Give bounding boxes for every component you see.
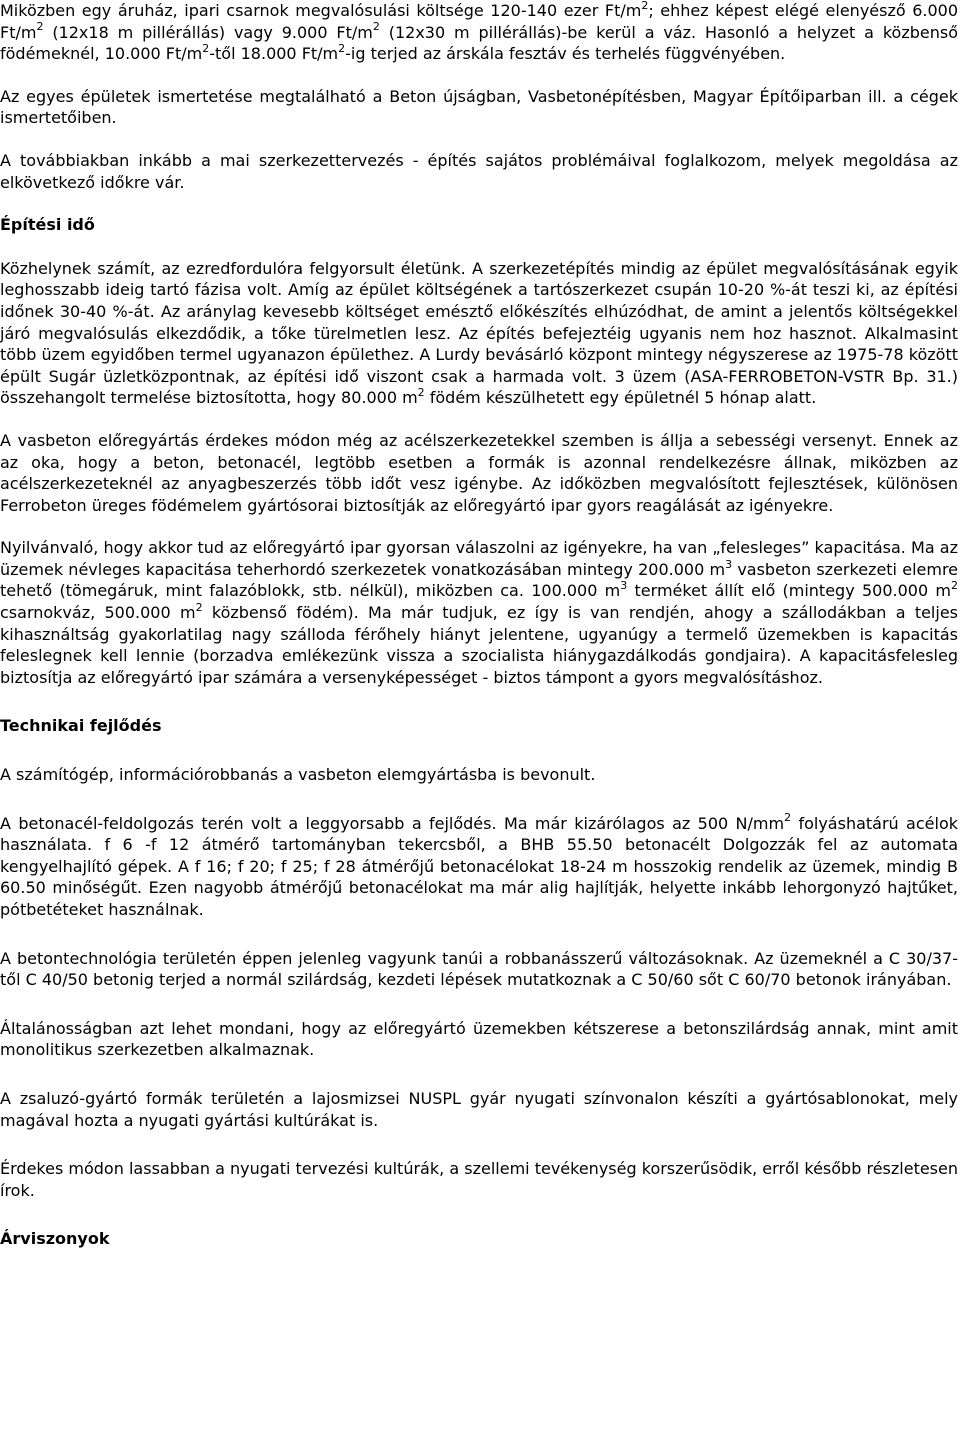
paragraph-capacity — [0, 537, 958, 688]
paragraph-text: -től 18.000 Ft/m — [209, 44, 339, 64]
paragraph-text: (12x18 m pillérállás) vagy 9.000 Ft/m — [43, 22, 373, 42]
paragraph-text: é elenyésző 6.000 Ft/m — [0, 1, 959, 42]
paragraph-concrete-technology: A betontechnológia területén éppen jelenleg vagyunk tanúi a robbanásszerű változásoknak. Az üzemeknél a C 30/37-től C 40/50 betonig terjed a normál szilárdság, kezdeti lépések mutatkoznak a C 50/60 sőt C 60/70 betonok irányában. — [0, 948, 958, 990]
paragraph-text: csarnokváz, 500.000 m — [0, 603, 196, 623]
superscript: 2 — [641, 0, 649, 12]
heading-construction-time: Építési idő — [0, 215, 95, 235]
superscript: 2 — [784, 811, 792, 825]
superscript: 2 — [202, 41, 210, 55]
paragraph-rebar-processing — [0, 813, 958, 921]
superscript: 2 — [36, 20, 44, 34]
superscript: 2 — [338, 41, 346, 55]
paragraph-text: ; ehhez képest elég — [648, 1, 810, 20]
superscript: 2 — [417, 385, 425, 399]
paragraph-further-topics: A továbbiakban inkább a mai szerkezettervezés - építés sajátos problémáival foglalkozom, melyek megoldása az elkövetkező időkre vár. — [0, 150, 958, 192]
paragraph-building-descriptions: Az egyes épületek ismertetése megtalálható a Beton újságban, Vasbetonépítésben, Magyar Építőiparban ill. a cégek ismertetőiben. — [0, 86, 958, 128]
paragraph-text: terméket állít elő (mintegy 500.000 m — [627, 581, 951, 601]
heading-technical-development: Technikai fejlődés — [0, 716, 162, 736]
heading-prices: Árviszonyok — [0, 1229, 110, 1249]
paragraph-text: -ig terjed az árskála fesztáv és terhelés függvényében. — [345, 44, 786, 64]
paragraph-text: Miközben egy áruház, ipari csarnok megvalósulási költsége 120-140 ezer Ft/m — [0, 1, 642, 20]
superscript: 3 — [725, 557, 733, 571]
paragraph-text: közbenső födém). Ma már tudjuk, ez így is van rendjén, ahogy a szállodákban a teljes kihasználtság gyakorlatilag nagy szálloda férőhely hiányt jelentene, ugyanúgy a termelő üzemekben is kapacitás feleslegnek kell lennie (borzadva emlékezünk vissza a szocialista hiánygazdálkodás gondjaira). A kapacitásfelesleg biztosítja az előregyártó ipar számára a versenyképességet - biztos támpont a gyors megvalósításhoz. — [0, 603, 959, 687]
superscript: 2 — [951, 579, 958, 593]
superscript: 2 — [372, 20, 380, 34]
paragraph-text: folyáshatárú acélok használata. f 6 -f 12 átmérő tartományban tekercsből, a BHB 55.50 betonacélt Dolgozzák fel az automata kengyelhajlító gépek. A f 16; f 20; f 25; f 28 átmérőjű betonacélokat 18-24 m hosszokig rendelik az üzemek, mindig B 60.50 minőségűt. Ezen nagyobb átmérőjű betonacélokat ma már alig hajlítják, helyette inkább lehorgonyzó hajtűket, pótbetéteket használnak. — [0, 813, 958, 919]
paragraph-prefabrication-speed: A vasbeton előregyártás érdekes módon még az acélszerkezetekkel szemben is állja a sebességi versenyt. Ennek az az oka, hogy a beton, betonacél, legtöbb esetben a formák is azonnal rendelkezésre állnak, miközben az acélszerkezeteknél az anyagbeszerzés több időt vesz igénybe. Az időközben megvalósított fejlesztések, különösen Ferrobeton üreges födémelem gyártósorai biztosítják az előregyártó ipar gyors reagálását az igényekre. — [0, 430, 958, 515]
paragraph-concrete-strength: Általánosságban azt lehet mondani, hogy az előregyártó üzemekben kétszerese a betonszilárdság annak, mint amit monolitikus szerkezetben alkalmaznak. — [0, 1018, 958, 1060]
paragraph-construction-time — [0, 258, 958, 409]
paragraph-formwork: A zsaluzó-gyártó formák területén a lajosmizsei NUSPL gyár nyugati színvonalon készíti a gyártósablonokat, mely magával hozta a nyugati gyártási kultúrákat is. — [0, 1088, 958, 1130]
paragraph-text: Közhelynek számít, az ezredfordulóra felgyorsult életünk. A szerkezetépítés mindig az épület megvalósításának egyik leghosszabb ideig tartó fázisa volt. Amíg az épület költségének a tartószerkezet csupán 10-20 %-át teszi ki, az építési időnek 30-40 %-át. Az aránylag kevesebb költséget emésztő előkészítés elhúzódhat, de amint a jelentős költségekkel járó megvalósulás elkezdődik, a tőke türelmetlen lesz. Az építés befejeztéig ugyanis nem hoz hasznot. Alkalmasint több üzem egyidőben termel ugyanazon épülethez. A Lurdy bevásárló központ mintegy négyszerese az 1975-78 között épült Sugár üzletközpontnak, az építési idő viszont csak a harmada volt. 3 üzem (ASA-FERROBETON-VSTR Bp. 31.) összehangolt termelése biztosította, hogy 80.000 m — [0, 258, 958, 408]
paragraph-text: vasbeton szerkezeti elemre tehető (tömegáruk, mint falazóblokk, stb. nélkül), miközben ca. 100.000 m — [0, 559, 959, 601]
paragraph-text: Nyilvánvaló, hogy akkor tud az előregyártó ipar gyorsan válaszolni az igényekre, ha van „felesleges” kapacitása. Ma az üzemek névleges kapacitása teherhordó szerkezetek vonatkozásában mintegy 200.000 m — [0, 538, 958, 579]
paragraph-text: (12x30 m pillérállás)-be kerül a váz. Hasonló a helyzet a közbenső födémeknél, 10.000 Ft/m — [0, 22, 959, 64]
paragraph-design-culture: Érdekes módon lassabban a nyugati tervezési kultúrák, a szellemi tevékenység korszerűsödik, erről később részletesen írok. — [0, 1159, 958, 1200]
paragraph-text: födém készülhetett egy épületnél 5 hónap alatt. — [424, 388, 817, 408]
paragraph-text: A betonacél-feldolgozás terén volt a leggyorsabb a fejlődés. Ma már kizárólagos az 500 N/mm — [0, 813, 785, 833]
paragraph-cost-comparison — [0, 0, 958, 65]
superscript: 3 — [620, 579, 628, 593]
paragraph-computers: A számítógép, információrobbanás a vasbeton elemgyártásba is bevonult. — [0, 765, 596, 785]
superscript: 2 — [195, 600, 203, 614]
